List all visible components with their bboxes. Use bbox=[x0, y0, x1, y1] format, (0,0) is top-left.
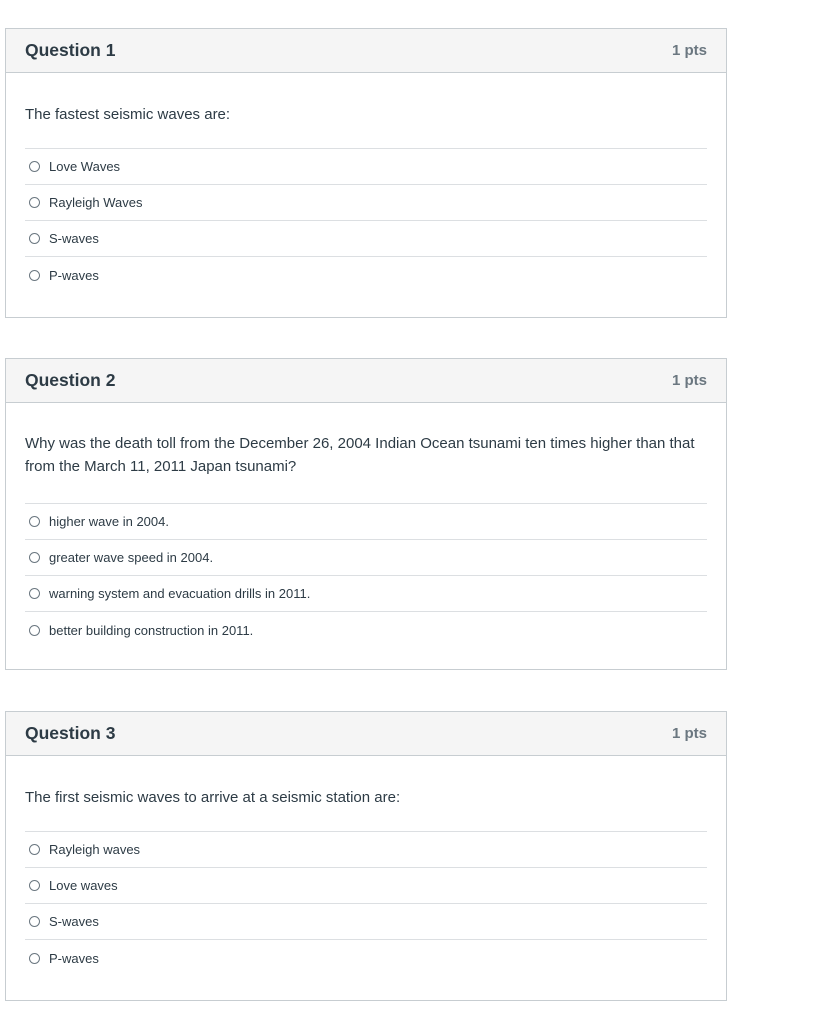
answer-option[interactable] bbox=[25, 504, 707, 540]
answer-label: S-waves bbox=[49, 914, 99, 929]
radio-button-icon[interactable] bbox=[29, 844, 40, 855]
answer-option[interactable] bbox=[25, 185, 707, 221]
answer-label: S-waves bbox=[49, 231, 99, 246]
answer-option[interactable] bbox=[25, 257, 707, 293]
answer-list bbox=[25, 831, 707, 976]
radio-button-icon[interactable] bbox=[29, 233, 40, 244]
answer-label: Rayleigh waves bbox=[49, 842, 141, 857]
question-card-2 bbox=[5, 358, 727, 670]
question-points: 1 pts bbox=[671, 42, 707, 59]
radio-button-icon[interactable] bbox=[29, 270, 40, 281]
answer-option[interactable] bbox=[25, 540, 707, 576]
question-header bbox=[6, 712, 726, 756]
question-points: 1 pts bbox=[671, 372, 707, 389]
answer-option[interactable] bbox=[25, 904, 707, 940]
answer-option[interactable] bbox=[25, 612, 707, 648]
radio-button-icon[interactable] bbox=[29, 161, 40, 172]
question-body bbox=[6, 403, 726, 648]
answer-label: warning system and evacuation drills in 2011. bbox=[49, 586, 311, 601]
question-text: The fastest seismic waves are: bbox=[25, 106, 231, 123]
answer-label: Love waves bbox=[49, 878, 118, 893]
radio-button-icon[interactable] bbox=[29, 916, 40, 927]
answer-option[interactable] bbox=[25, 221, 707, 257]
radio-button-icon[interactable] bbox=[29, 588, 40, 599]
question-text: Why was the death toll from the December 26, 2004 Indian Ocean tsunami ten times higher than that from the March 11, 2011 Japan tsunami? bbox=[25, 435, 695, 475]
radio-button-icon[interactable] bbox=[29, 625, 40, 636]
question-body bbox=[6, 756, 726, 976]
answer-option[interactable] bbox=[25, 832, 707, 868]
question-points: 1 pts bbox=[671, 725, 707, 742]
answer-list bbox=[25, 503, 707, 648]
answer-option[interactable] bbox=[25, 940, 707, 976]
answer-option[interactable] bbox=[25, 868, 707, 904]
answer-label: Love Waves bbox=[49, 159, 121, 174]
question-text: The first seismic waves to arrive at a seismic station are: bbox=[25, 789, 401, 806]
answer-option[interactable] bbox=[25, 576, 707, 612]
question-title: Question 2 bbox=[25, 370, 116, 390]
answer-label: higher wave in 2004. bbox=[49, 514, 169, 529]
question-title: Question 3 bbox=[25, 723, 116, 743]
question-body bbox=[6, 73, 726, 293]
answer-list bbox=[25, 148, 707, 293]
radio-button-icon[interactable] bbox=[29, 880, 40, 891]
radio-button-icon[interactable] bbox=[29, 953, 40, 964]
question-header bbox=[6, 29, 726, 73]
question-card-3 bbox=[5, 711, 727, 1001]
radio-button-icon[interactable] bbox=[29, 516, 40, 527]
answer-label: Rayleigh Waves bbox=[49, 195, 143, 210]
radio-button-icon[interactable] bbox=[29, 197, 40, 208]
question-card-1 bbox=[5, 28, 727, 318]
answer-label: greater wave speed in 2004. bbox=[49, 550, 214, 565]
answer-label: P-waves bbox=[49, 267, 99, 283]
answer-label: P-waves bbox=[49, 950, 99, 966]
radio-button-icon[interactable] bbox=[29, 552, 40, 563]
answer-label: better building construction in 2011. bbox=[49, 622, 254, 638]
question-title: Question 1 bbox=[25, 40, 116, 60]
answer-option[interactable] bbox=[25, 149, 707, 185]
question-header bbox=[6, 359, 726, 403]
